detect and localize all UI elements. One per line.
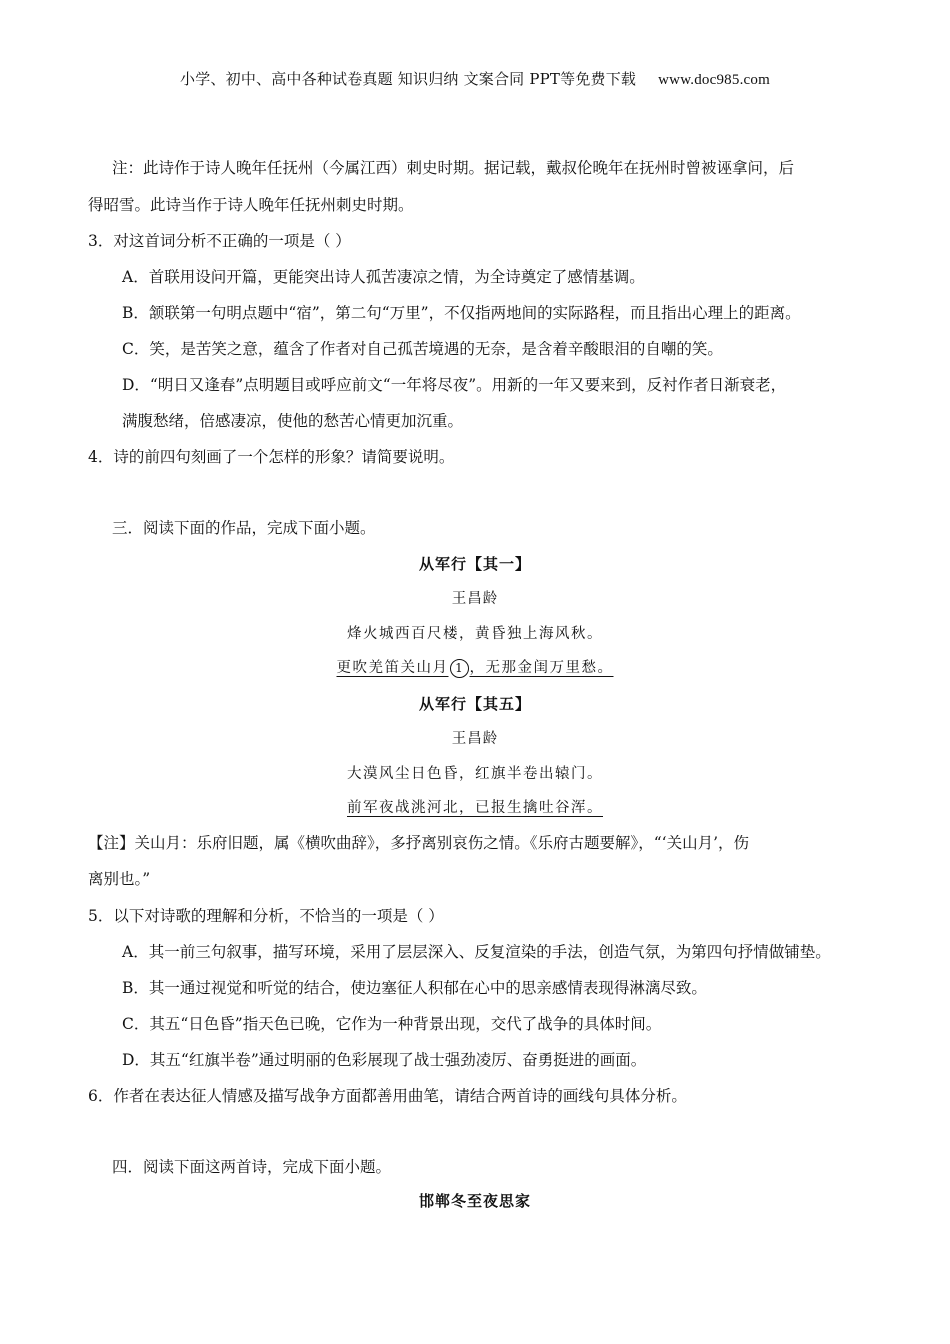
poem-1-line-2-part-b: ，无那金闺万里愁。 — [469, 660, 614, 676]
question-3-option-d: D．“明日又逢春”点明题目或呼应前文“一年将尽夜”。用新的一年又要来到，反衬作者日渐衰老， — [122, 376, 787, 394]
poem-1-title: 从军行【其一】 — [418, 555, 531, 573]
header-text: 小学、初中、高中各种试卷真题 知识归纳 文案合同 PPT等免费下载 — [180, 70, 637, 88]
question-5-option-b: B．其一通过视觉和听觉的结合，使边塞征人积郁在心中的思亲感情表现得淋漓尽致。 — [122, 979, 707, 997]
poem-2-line-2: 前军夜战洮河北，已报生擒吐谷浑。 — [347, 800, 603, 816]
question-5-option-c: C．其五“日色昏”指天色已晚，它作为一种背景出现，交代了战争的具体时间。 — [122, 1015, 662, 1033]
header-url[interactable]: www.doc985.com — [658, 72, 770, 88]
poem-1-line-2 — [0, 658, 950, 678]
question-3-option-a: A．首联用设问开篇，更能突出诗人孤苦凄凉之情，为全诗奠定了感情基调。 — [122, 268, 645, 286]
question-5-stem: 5．以下对诗歌的理解和分析，不恰当的一项是（ ） — [88, 907, 444, 925]
annotation-line-1: 【注】关山月：乐府旧题，属《横吹曲辞》，多抒离别哀伤之情。《乐府古题要解》，“‘关山月’，伤 — [88, 834, 750, 852]
question-3-option-c: C．笑，是苦笑之意，蕴含了作者对自己孤苦境遇的无奈，是含着辛酸眼泪的自嘲的笑。 — [122, 340, 723, 358]
poem-1-author: 王昌龄 — [451, 591, 499, 607]
section-4-heading: 四．阅读下面这两首诗，完成下面小题。 — [112, 1158, 392, 1176]
question-4: 4．诗的前四句刻画了一个怎样的形象？请简要说明。 — [88, 448, 455, 466]
question-3-option-d-continued: 满腹愁绪，倍感凄凉，使他的愁苦心情更加沉重。 — [122, 412, 464, 430]
note-line-2: 得昭雪。此诗当作于诗人晚年任抚州刺史时期。 — [88, 196, 414, 214]
section-3-heading: 三．阅读下面的作品，完成下面小题。 — [112, 519, 376, 537]
note-line-1: 注：此诗作于诗人晚年任抚州（今属江西）刺史时期。据记载，戴叔伦晚年在抚州时曾被诬拿问，后 — [112, 159, 795, 177]
question-5-option-d: D．其五“红旗半卷”通过明丽的色彩展现了战士强劲凌厉、奋勇挺进的画面。 — [122, 1051, 647, 1069]
question-3-option-b: B．颔联第一句明点题中“宿”，第二句“万里”，不仅指两地间的实际路程，而且指出心理上的距离。 — [122, 304, 801, 322]
annotation-line-2: 离别也。” — [88, 870, 151, 888]
question-5-option-a: A．其一前三句叙事，描写环境，采用了层层深入、反复渲染的手法，创造气氛，为第四句抒情做铺垫。 — [122, 943, 831, 961]
question-3-stem: 3．对这首词分析不正确的一项是（ ） — [88, 232, 351, 250]
poem-2-author: 王昌龄 — [451, 731, 499, 747]
question-6: 6．作者在表达征人情感及描写战争方面都善用曲笔，请结合两首诗的画线句具体分析。 — [88, 1087, 687, 1105]
section-4-poem-title: 邯郸冬至夜思家 — [418, 1192, 531, 1210]
poem-2-line-1: 大漠风尘日色昏，红旗半卷出辕门。 — [347, 766, 603, 782]
poem-1-line-2-part-a: 更吹羌笛关山月 — [336, 660, 449, 676]
footnote-marker: 1 — [450, 659, 469, 678]
poem-1-line-1: 烽火城西百尺楼，黄昏独上海风秋。 — [347, 626, 603, 642]
page-header — [0, 68, 950, 89]
poem-2-title: 从军行【其五】 — [418, 695, 531, 713]
